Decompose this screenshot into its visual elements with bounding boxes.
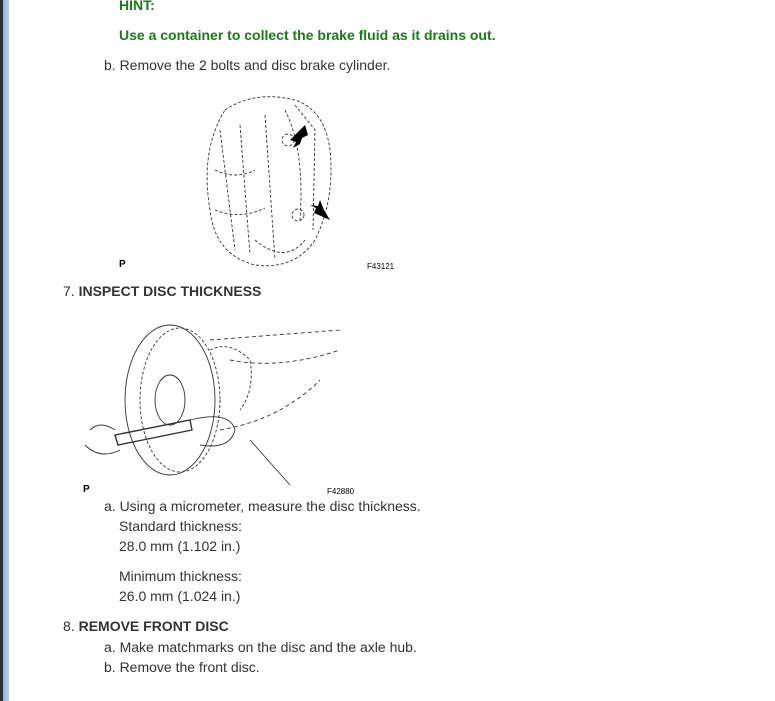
figure2-code: F42880: [327, 487, 355, 496]
step-6b: b. Remove the 2 bolts and disc brake cylinder.: [104, 57, 391, 73]
minimum-thickness-label: Minimum thickness:: [119, 568, 242, 584]
step-7-heading: [63, 283, 261, 299]
arrow-icons: [280, 120, 340, 230]
step-8b: b. Remove the front disc.: [104, 659, 260, 675]
step-7-number: 7.: [63, 283, 75, 299]
minimum-thickness-value: 26.0 mm (1.024 in.): [119, 588, 241, 604]
step-7-title: INSPECT DISC THICKNESS: [78, 283, 262, 299]
step-8-heading: [63, 618, 229, 634]
hint-title: HINT:: [119, 0, 155, 13]
step-8a: a. Make matchmarks on the disc and the axle hub.: [104, 639, 417, 655]
figure2-corner-label: P: [83, 484, 90, 495]
standard-thickness-value: 28.0 mm (1.102 in.): [119, 538, 241, 554]
standard-thickness-label: Standard thickness:: [119, 518, 242, 534]
step-7a: a. Using a micrometer, measure the disc thickness.: [104, 498, 421, 514]
step-8-title: REMOVE FRONT DISC: [78, 618, 229, 634]
figure1-corner-label: P: [119, 259, 126, 270]
figure1-code: F43121: [367, 262, 395, 271]
scrollbar[interactable]: [3, 0, 9, 701]
step-8-number: 8.: [63, 618, 75, 634]
micrometer-illustration: [80, 320, 360, 490]
hint-text: Use a container to collect the brake fluid as it drains out.: [119, 27, 496, 43]
